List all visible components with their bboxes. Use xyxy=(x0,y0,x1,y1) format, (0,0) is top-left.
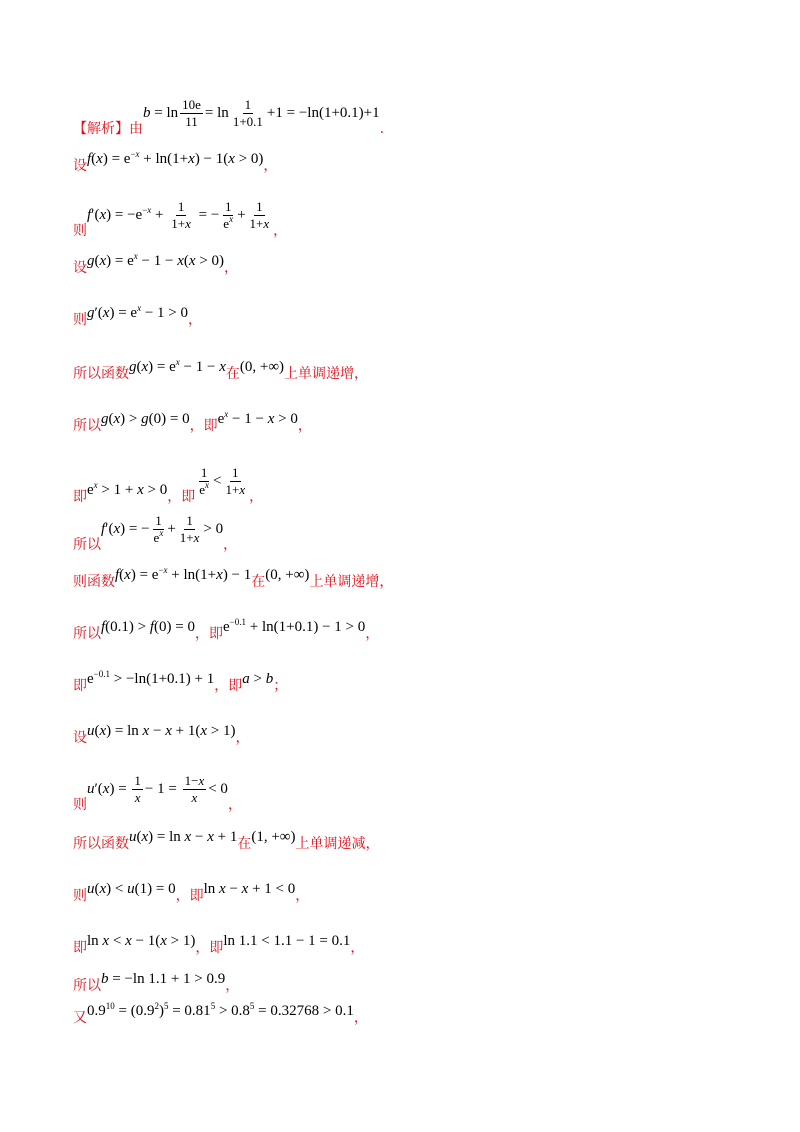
math-expression: f(0.1) > f(0) = 0 xyxy=(101,619,195,635)
line-label: 则 xyxy=(73,312,87,328)
line-tail: 上单调递减， xyxy=(295,836,380,852)
line-tail: ， xyxy=(365,626,380,642)
solution-line-4 xyxy=(73,251,239,276)
math-expression-2: ln x − x + 1 < 0 xyxy=(203,881,296,897)
line-tail: ， xyxy=(273,222,288,239)
math-expression-2: $e^x - 1 - x > 0$ xyxy=(217,409,298,427)
solution-line-11 xyxy=(73,617,380,642)
math-expression: $f'(x) = -e^{-x}$ + $\frac{1}{1+x}$ = − $\frac{1}{e^x}$ + $\frac{1}{1+x}$ xyxy=(87,199,270,232)
line-label: 则 xyxy=(73,796,87,813)
math-expression: $g(x) = e^x - 1 - x(x > 0)$ xyxy=(87,251,225,269)
line-mid: 在 xyxy=(251,574,266,590)
solution-line-9 xyxy=(73,513,238,553)
line-tail: 上单调递增， xyxy=(284,366,369,382)
solution-line-2 xyxy=(73,149,278,174)
solution-line-10 xyxy=(73,565,394,590)
math-expression: u(x) = ln x − x + 1 xyxy=(129,829,238,845)
math-interval: (1, +∞) xyxy=(251,829,296,845)
line-label: 设 xyxy=(73,730,87,746)
math-expression: $g(x) = e^x - 1 - x$ xyxy=(129,357,226,375)
line-label: 即 xyxy=(73,488,87,505)
solution-line-16 xyxy=(73,881,310,904)
line-mid: ，即 xyxy=(167,488,196,505)
math-expression: $e^{-0.1} > -\ln(1+0.1) + 1$ xyxy=(87,669,215,687)
math-interval: (0, +∞) xyxy=(239,359,285,375)
line-tail: ， xyxy=(297,418,312,434)
solution-line-6 xyxy=(73,357,369,382)
math-expression: b = ln $\frac{10e}{11}$ = ln $\frac{1}{1+0.1}$ +1 = −ln(1+0.1)+1 xyxy=(143,97,380,130)
line-tail: ； xyxy=(273,678,288,694)
line-mid: 在 xyxy=(237,836,252,852)
line-label: 所以函数 xyxy=(73,836,129,852)
math-expression: $f(x) = e^{-x} + \ln(1+x) - 1$ xyxy=(115,565,252,583)
line-label: 即 xyxy=(73,678,87,694)
math-expression: $e^x > 1 + x > 0$ xyxy=(87,479,168,498)
math-expression: $0.9^{10} = (0.9^2)^5 = 0.81^5 > 0.8^5 = 0.32768 > 0.1$ xyxy=(87,1001,354,1019)
line-tail: 上单调递增， xyxy=(309,574,394,590)
line-tail: ， xyxy=(225,978,240,994)
line-label: 设 xyxy=(73,260,87,276)
math-expression-2: a > b xyxy=(242,671,274,687)
math-expression: f′(x) = − $\frac{1}{e^x}$ + $\frac{1}{1+x}$ > 0 xyxy=(101,513,224,546)
math-expression: u′(x) = $\frac{1}{x}$ − 1 = $\frac{1-x}{x}$ < 0 xyxy=(87,773,228,806)
line-mid: ，即 xyxy=(214,678,243,694)
math-expression-2: $e^{-0.1} + \ln(1+0.1) - 1 > 0$ xyxy=(223,617,366,635)
solution-line-5 xyxy=(73,303,202,328)
line-label: 所以 xyxy=(73,978,101,994)
line-label: 所以 xyxy=(73,626,101,642)
line-tail: ， xyxy=(188,312,202,328)
math-interval: (0, +∞) xyxy=(265,567,310,583)
math-expression-2: $\frac{1}{e^x}$ < $\frac{1}{1+x}$ xyxy=(199,465,246,498)
line-label: 则 xyxy=(73,888,87,904)
line-tail: ， xyxy=(295,888,310,904)
line-tail: ， xyxy=(235,730,250,746)
math-expression: $g'(x) = e^x - 1 > 0$ xyxy=(87,303,188,321)
line-label: 所以 xyxy=(73,418,101,434)
solution-line-17 xyxy=(73,933,365,956)
solution-line-14 xyxy=(73,773,242,813)
line-tail: ， xyxy=(249,488,264,505)
line-label: 即 xyxy=(73,940,87,956)
math-expression: b = −ln 1.1 + 1 > 0.9 xyxy=(101,971,226,987)
solution-line-8 xyxy=(73,465,264,505)
math-expression: ln x < x − 1(x > 1) xyxy=(87,933,196,949)
solution-line-18 xyxy=(73,971,240,994)
solution-line-7 xyxy=(73,409,312,434)
math-expression: u(x) < u(1) = 0 xyxy=(87,881,176,897)
math-expression: u(x) = ln x − x + 1(x > 1) xyxy=(87,723,236,739)
line-mid: 在 xyxy=(225,366,240,382)
line-tail: ， xyxy=(224,260,239,276)
line-tail: . xyxy=(379,120,385,137)
solution-line-3 xyxy=(73,199,288,239)
math-expression: g(x) > g(0) = 0 xyxy=(101,411,190,427)
line-mid: ，即 xyxy=(195,940,224,956)
line-mid: ，即 xyxy=(189,418,218,434)
line-tail: ， xyxy=(263,158,278,174)
math-expression-2: ln 1.1 < 1.1 − 1 = 0.1 xyxy=(223,933,351,949)
math-expression: $f(x) = e^{-x} + \ln(1+x) - 1(x > 0)$ xyxy=(87,149,264,167)
line-label: 所以函数 xyxy=(73,366,129,382)
line-label: 则函数 xyxy=(73,574,115,590)
line-mid: ，即 xyxy=(175,888,204,904)
line-tail: ， xyxy=(223,536,238,553)
solution-line-13 xyxy=(73,723,250,746)
line-label: 所以 xyxy=(73,536,101,553)
solution-line-15 xyxy=(73,829,380,852)
solution-line-12 xyxy=(73,669,288,694)
line-tail: ， xyxy=(353,1010,368,1026)
solution-line-1 xyxy=(73,97,385,137)
line-tail: ， xyxy=(350,940,365,956)
solution-line-19 xyxy=(73,1001,368,1026)
line-tail: ， xyxy=(227,796,242,813)
line-label: 设 xyxy=(73,158,87,174)
line-label: 又 xyxy=(73,1010,87,1026)
line-label: 【解析】由 xyxy=(73,120,143,137)
line-mid: ，即 xyxy=(195,626,223,642)
line-label: 则 xyxy=(73,222,87,239)
